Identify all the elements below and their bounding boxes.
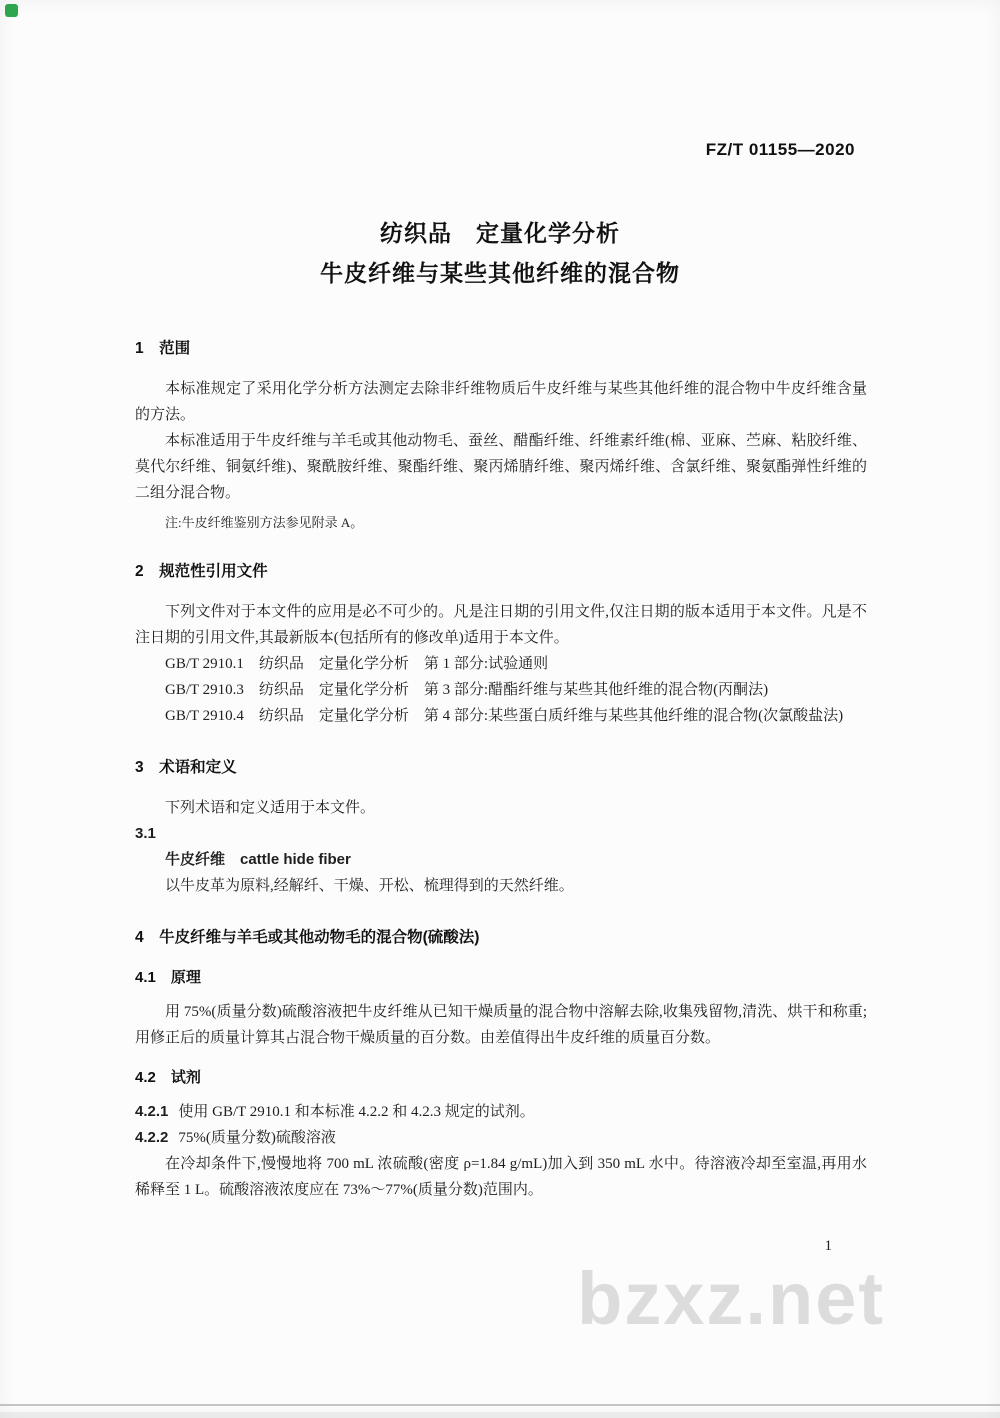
- scan-edge-line: [0, 1404, 1000, 1406]
- clause-4-2-2: [135, 1125, 867, 1151]
- section-4-heading: 4 牛皮纤维与羊毛或其他动物毛的混合物(硫酸法): [135, 929, 480, 946]
- corner-green-icon: [5, 4, 18, 17]
- section-4-1-heading: 4.1 原理: [135, 969, 201, 986]
- reference-item: GB/T 2910.1 纺织品 定量化学分析 第 1 部分:试验通则: [165, 656, 549, 672]
- scope-note: 注:牛皮纤维鉴别方法参见附录 A。: [165, 515, 364, 530]
- principle-paragraph: 用 75%(质量分数)硫酸溶液把牛皮纤维从已知干燥质量的混合物中溶解去除,收集残留物,清洗、烘干和称重;用修正后的质量计算其占混合物干燥质量的百分数。由差值得出牛皮纤维的质量百分数。: [135, 1004, 867, 1046]
- watermark: bzxz.net: [577, 1257, 885, 1340]
- references-intro: 下列文件对于本文件的应用是必不可少的。凡是注日期的引用文件,仅注日期的版本适用于本文件。凡是不注日期的引用文件,其最新版本(包括所有的修改单)适用于本文件。: [135, 604, 867, 646]
- reference-item: GB/T 2910.4 纺织品 定量化学分析 第 4 部分:某些蛋白质纤维与某些其他纤维的混合物(次氯酸盐法): [165, 708, 844, 724]
- scan-bottom-strip: [0, 1412, 1000, 1418]
- standard-number: FZ/T 01155—2020: [705, 140, 855, 159]
- term-definition: 以牛皮革为原料,经解纤、干燥、开松、梳理得到的天然纤维。: [165, 878, 574, 894]
- section-2-heading: 2 规范性引用文件: [135, 563, 268, 580]
- section-3-heading: 3 术语和定义: [135, 759, 237, 776]
- document-title: [0, 213, 1000, 293]
- section-4-2-heading: 4.2 试剂: [135, 1069, 201, 1086]
- clause-4-2-2-number: 4.2.2: [135, 1129, 169, 1146]
- term-name: 牛皮纤维 cattle hide fiber: [165, 851, 351, 868]
- title-line-2: 牛皮纤维与某些其他纤维的混合物: [320, 260, 680, 286]
- reference-item: GB/T 2910.3 纺织品 定量化学分析 第 3 部分:醋酯纤维与某些其他纤维的混合物(丙酮法): [165, 682, 769, 698]
- terms-intro: 下列术语和定义适用于本文件。: [165, 800, 376, 816]
- clause-4-2-1-text: 使用 GB/T 2910.1 和本标准 4.2.2 和 4.2.3 规定的试剂。: [178, 1104, 535, 1120]
- scope-paragraph-1: 本标准规定了采用化学分析方法测定去除非纤维物质后牛皮纤维与某些其他纤维的混合物中牛皮纤维含量的方法。: [135, 381, 867, 423]
- section-1-heading: 1 范围: [135, 340, 191, 357]
- clause-4-2-1: [135, 1099, 867, 1125]
- clause-4-2-2-title: 75%(质量分数)硫酸溶液: [178, 1130, 336, 1146]
- title-line-1: 纺织品 定量化学分析: [380, 220, 620, 246]
- scope-paragraph-2: 本标准适用于牛皮纤维与羊毛或其他动物毛、蚕丝、醋酯纤维、纤维素纤维(棉、亚麻、苎麻、粘胶纤维、莫代尔纤维、铜氨纤维)、聚酰胺纤维、聚酯纤维、聚丙烯腈纤维、聚丙烯纤维、含氯纤维、聚氨酯弹性纤维的二组分混合物。: [135, 433, 867, 501]
- term-clause-number: 3.1: [135, 825, 156, 842]
- sulfuric-acid-paragraph: 在冷却条件下,慢慢地将 700 mL 浓硫酸(密度 ρ=1.84 g/mL)加入到 350 mL 水中。待溶液冷却至室温,再用水稀释至 1 L。硫酸溶液浓度应在 73%～77%(质量分数)范围内。: [135, 1156, 867, 1198]
- clause-4-2-1-number: 4.2.1: [135, 1103, 169, 1120]
- page-number: 1: [824, 1238, 832, 1254]
- document-body: [135, 336, 867, 1203]
